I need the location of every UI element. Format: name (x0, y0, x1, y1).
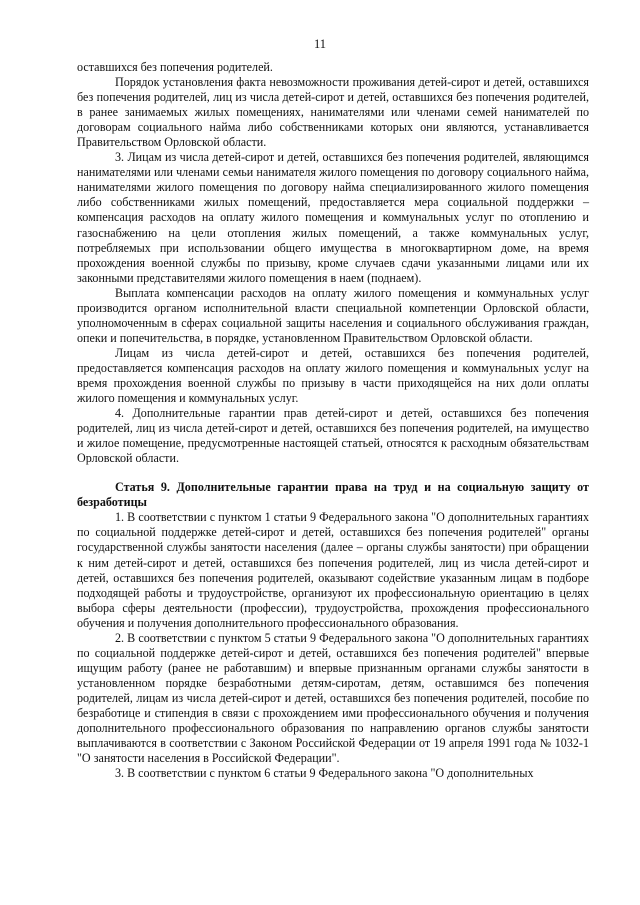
paragraph: 2. В соответствии с пунктом 5 статьи 9 Федерального закона "О дополнительных гарантиях по социальной поддержке детей-сирот и детей, оставшихся без попечения родителей" впервые ищущим работу (ранее не работавшим) и впервые признанным органами службы занятости в установленном порядке безработными детям-сиротам, детям, оставшимся без попечения родителей, лицам из числа детей-сирот и детей, оставшихся без попечения родителей, пособие по безработице и стипендия в связи с прохождением ими профессионального обучения и получения дополнительного профессионального образования по направлению органов службы занятости выплачиваются в соответствии с Законом Российской Федерации от 19 апреля 1991 года № 1032-1 "О занятости населения в Российской Федерации". (77, 630, 589, 766)
paragraph: 3. Лицам из числа детей-сирот и детей, оставшихся без попечения родителей, являющимся нанимателями или членами семьи нанимателя жилого помещения по договору социального найма, нанимателями жилого помещения по договору найма специализированного жилого помещения либо собственниками жилых помещений, предоставляется мера социальной поддержки – компенсация расходов на оплату жилого помещения и коммунальных услуг по отоплению и газоснабжению на цели отопления жилых помещений, а также коммунальных услуг, потребляемых при использовании общего имущества в многоквартирном доме, на время прохождения военной службы по призыву, кроме случаев сдачи указанными лицами или их законными представителями жилого помещения в наем (поднаем). (77, 150, 589, 285)
paragraph: 4. Дополнительные гарантии прав детей-сирот и детей, оставшихся без попечения родителей, лиц из числа детей-сирот и детей, оставшихся без попечения родителей, на имущество и жилое помещение, предусмотренные настоящей статьей, относятся к расходным обязательствам Орловской области. (77, 406, 589, 466)
paragraph: Порядок установления факта невозможности проживания детей-сирот и детей, оставшихся без попечения родителей, лиц из числа детей-сирот и детей, оставшихся без попечения родителей, в ранее занимаемых жилых помещениях, нанимателями или членами семей нанимателей по договорам социального найма либо собственниками которых они являются, устанавливается Правительством Орловской области. (77, 75, 589, 150)
article-heading: Статья 9. Дополнительные гарантии права на труд и на социальную защиту от безработицы (77, 480, 589, 510)
page-number: 11 (313, 37, 327, 51)
paragraph: Лицам из числа детей-сирот и детей, оставшихся без попечения родителей, предоставляется компенсация расходов на оплату жилого помещения и коммунальных услуг на время прохождения военной службы по призыву в части приходящейся на них доли оплаты жилого помещения и коммунальных услуг. (77, 345, 589, 406)
document-body (77, 60, 589, 781)
paragraph: оставшихся без попечения родителей. (77, 60, 273, 74)
paragraph: Выплата компенсации расходов на оплату жилого помещения и коммунальных услуг производится органом исполнительной власти специальной компетенции Орловской области, уполномоченным в сферах социальной защиты населения и социального обслуживания граждан, опеки и попечительства, в порядке, установленном Правительством Орловской области. (77, 285, 589, 345)
paragraph: 3. В соответствии с пунктом 6 статьи 9 Федерального закона "О дополнительных (115, 766, 534, 781)
paragraph: 1. В соответствии с пунктом 1 статьи 9 Федерального закона "О дополнительных гарантиях по социальной поддержке детей-сирот и детей, оставшихся без попечения родителей" органы государственной службы занятости населения (далее – органы службы занятости) при обращении к ним детей-сирот и детей, оставшихся без попечения родителей, лиц из числа детей-сирот и детей, оставшихся без попечения родителей, оказывают содействие указанным лицам в подборе подходящей работы и трудоустройстве, организуют их профессиональную ориентацию в целях выбора сферы деятельности (профессии), трудоустройства, прохождения профессионального обучения и получения дополнительного профессионального образования. (77, 510, 589, 630)
